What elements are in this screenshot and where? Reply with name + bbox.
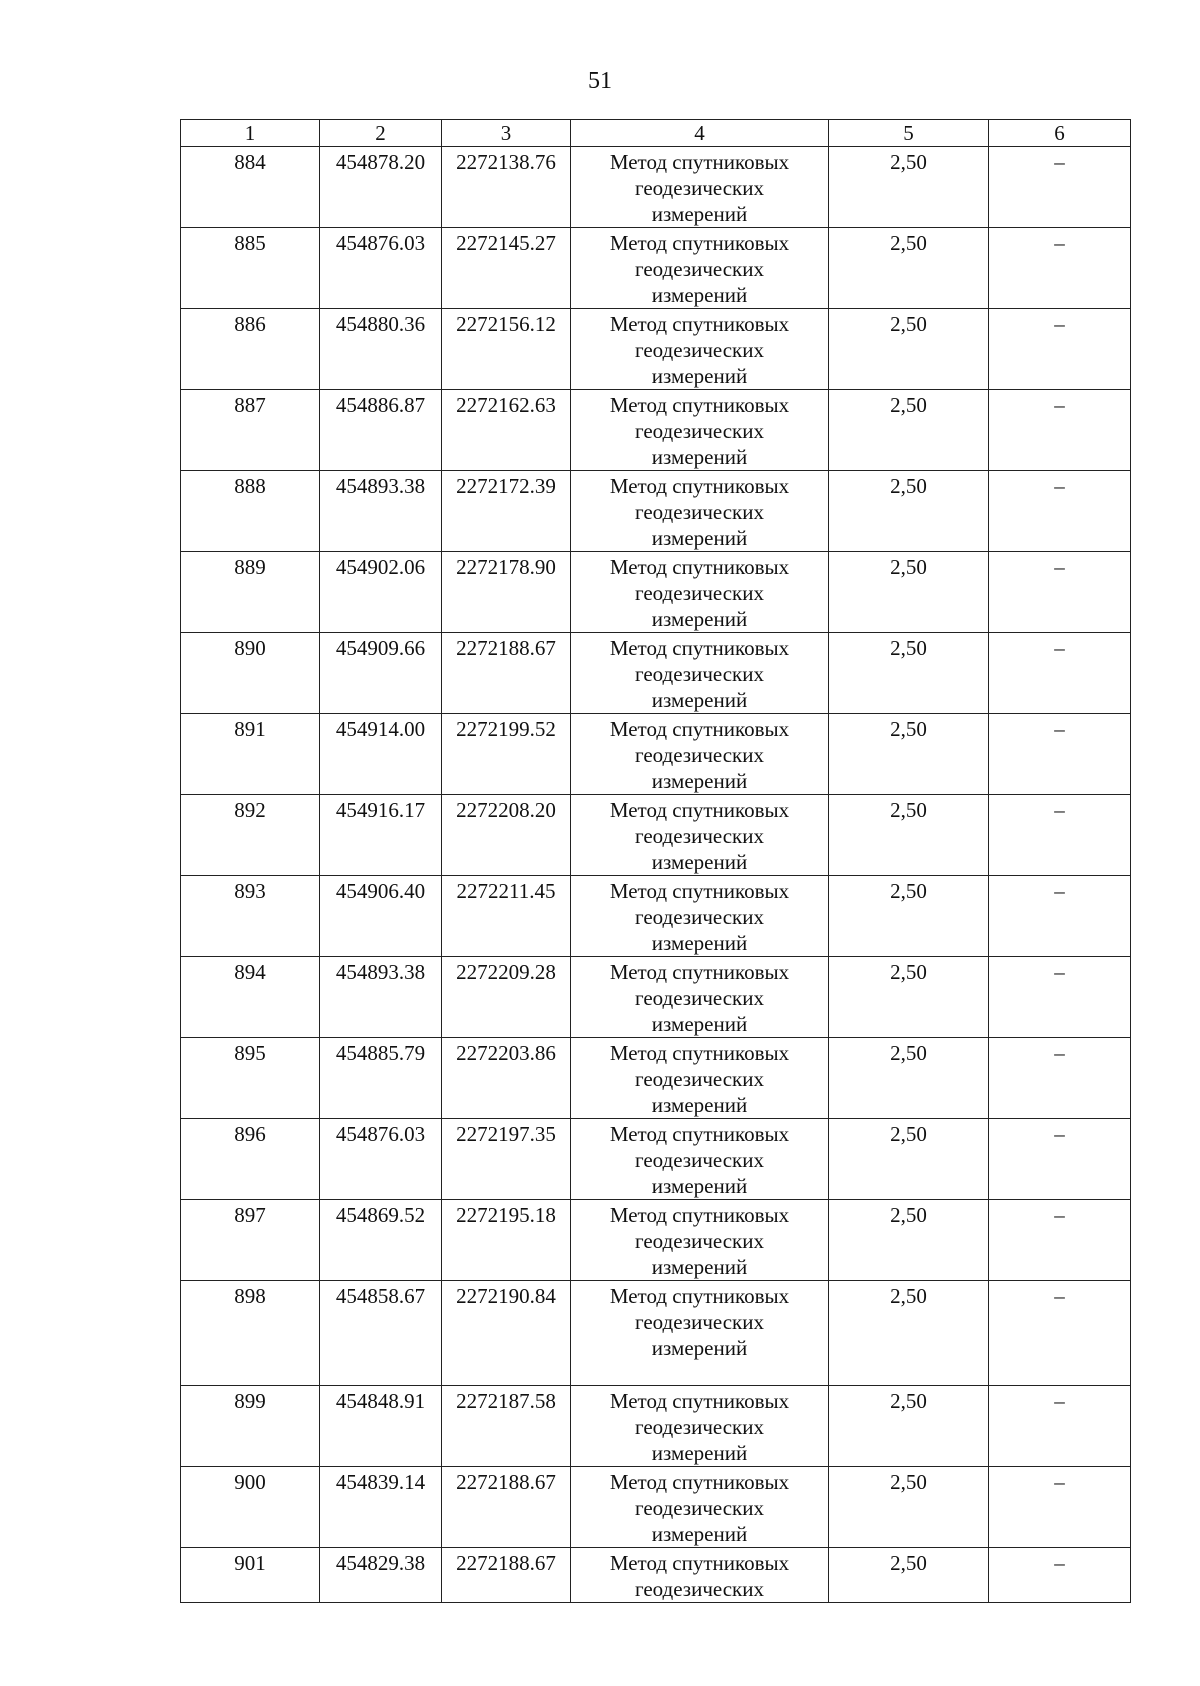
method-line: геодезических (634, 905, 764, 929)
method-line: Метод спутниковых (609, 1551, 790, 1575)
accuracy-cell: 2,50 (829, 1281, 989, 1386)
method-line: геодезических (634, 1148, 764, 1172)
method-line: измерений (651, 1174, 748, 1198)
note-cell: – (989, 228, 1131, 309)
method-line: геодезических (634, 1067, 764, 1091)
y-coordinate-cell: 2272156.12 (442, 309, 571, 390)
method-line: геодезических (634, 743, 764, 767)
method-line: измерений (651, 364, 748, 388)
method-cell (571, 714, 829, 795)
method-line: измерений (651, 526, 748, 550)
note-cell: – (989, 795, 1131, 876)
point-number-cell: 899 (181, 1386, 320, 1467)
method-line: измерений (651, 850, 748, 874)
table-row (181, 471, 1131, 552)
accuracy-cell: 2,50 (829, 1038, 989, 1119)
y-coordinate-cell: 2272209.28 (442, 957, 571, 1038)
point-number-cell: 889 (181, 552, 320, 633)
point-number-cell: 901 (181, 1548, 320, 1603)
y-coordinate-cell: 2272190.84 (442, 1281, 571, 1386)
y-coordinate-cell: 2272199.52 (442, 714, 571, 795)
y-coordinate-cell: 2272172.39 (442, 471, 571, 552)
method-line: измерений (651, 688, 748, 712)
method-line: геодезических (634, 1496, 764, 1520)
point-number-cell: 893 (181, 876, 320, 957)
method-line: геодезических (634, 1310, 764, 1334)
x-coordinate-cell: 454848.91 (320, 1386, 442, 1467)
y-coordinate-cell: 2272187.58 (442, 1386, 571, 1467)
point-number-cell: 898 (181, 1281, 320, 1386)
table-row (181, 714, 1131, 795)
y-coordinate-cell: 2272188.67 (442, 1548, 571, 1603)
x-coordinate-cell: 454914.00 (320, 714, 442, 795)
note-cell: – (989, 957, 1131, 1038)
method-line: геодезических (634, 1415, 764, 1439)
accuracy-cell: 2,50 (829, 228, 989, 309)
table-row (181, 876, 1131, 957)
table-row (181, 957, 1131, 1038)
y-coordinate-cell: 2272178.90 (442, 552, 571, 633)
method-line: Метод спутниковых (609, 312, 790, 336)
point-number-cell: 896 (181, 1119, 320, 1200)
x-coordinate-cell: 454869.52 (320, 1200, 442, 1281)
point-number-cell: 891 (181, 714, 320, 795)
method-line: измерений (651, 1255, 748, 1279)
x-coordinate-cell: 454893.38 (320, 957, 442, 1038)
accuracy-cell: 2,50 (829, 1548, 989, 1603)
table-row (181, 795, 1131, 876)
y-coordinate-cell: 2272197.35 (442, 1119, 571, 1200)
accuracy-cell: 2,50 (829, 1119, 989, 1200)
method-line: Метод спутниковых (609, 555, 790, 579)
method-line: Метод спутниковых (609, 1203, 790, 1227)
note-cell: – (989, 1038, 1131, 1119)
y-coordinate-cell: 2272203.86 (442, 1038, 571, 1119)
point-number-cell: 895 (181, 1038, 320, 1119)
method-line: геодезических (634, 824, 764, 848)
table-row (181, 228, 1131, 309)
method-line: Метод спутниковых (609, 1284, 790, 1308)
x-coordinate-cell: 454886.87 (320, 390, 442, 471)
method-cell (571, 147, 829, 228)
note-cell: – (989, 1119, 1131, 1200)
method-line: геодезических (634, 500, 764, 524)
point-number-cell: 897 (181, 1200, 320, 1281)
x-coordinate-cell: 454880.36 (320, 309, 442, 390)
accuracy-cell: 2,50 (829, 633, 989, 714)
method-cell (571, 876, 829, 957)
point-number-cell: 888 (181, 471, 320, 552)
point-number-cell: 894 (181, 957, 320, 1038)
point-number-cell: 886 (181, 309, 320, 390)
accuracy-cell: 2,50 (829, 390, 989, 471)
y-coordinate-cell: 2272208.20 (442, 795, 571, 876)
y-coordinate-cell: 2272138.76 (442, 147, 571, 228)
accuracy-cell: 2,50 (829, 147, 989, 228)
y-coordinate-cell: 2272195.18 (442, 1200, 571, 1281)
method-line: измерений (651, 445, 748, 469)
accuracy-cell: 2,50 (829, 1386, 989, 1467)
method-cell (571, 795, 829, 876)
note-cell: – (989, 390, 1131, 471)
y-coordinate-cell: 2272145.27 (442, 228, 571, 309)
header-cell: 3 (442, 120, 571, 147)
method-cell (571, 1119, 829, 1200)
x-coordinate-cell: 454885.79 (320, 1038, 442, 1119)
note-cell: – (989, 876, 1131, 957)
method-line: измерений (651, 1441, 748, 1465)
note-cell: – (989, 147, 1131, 228)
x-coordinate-cell: 454876.03 (320, 1119, 442, 1200)
point-number-cell: 900 (181, 1467, 320, 1548)
point-number-cell: 892 (181, 795, 320, 876)
x-coordinate-cell: 454878.20 (320, 147, 442, 228)
header-cell: 6 (989, 120, 1131, 147)
table-row (181, 1548, 1131, 1603)
note-cell: – (989, 552, 1131, 633)
point-number-cell: 884 (181, 147, 320, 228)
accuracy-cell: 2,50 (829, 795, 989, 876)
method-cell (571, 228, 829, 309)
method-cell (571, 1386, 829, 1467)
method-cell (571, 390, 829, 471)
header-cell: 4 (571, 120, 829, 147)
method-line: геодезических (634, 1229, 764, 1253)
note-cell: – (989, 1467, 1131, 1548)
method-cell (571, 552, 829, 633)
method-line: измерений (651, 1093, 748, 1117)
method-line: геодезических (634, 662, 764, 686)
method-line: геодезических (634, 581, 764, 605)
note-cell: – (989, 1200, 1131, 1281)
table-row (181, 552, 1131, 633)
note-cell: – (989, 714, 1131, 795)
page-number: 51 (588, 68, 612, 94)
x-coordinate-cell: 454909.66 (320, 633, 442, 714)
method-line: геодезических (634, 338, 764, 362)
y-coordinate-cell: 2272162.63 (442, 390, 571, 471)
accuracy-cell: 2,50 (829, 309, 989, 390)
method-line: Метод спутниковых (609, 393, 790, 417)
method-line: измерений (651, 607, 748, 631)
method-line: геодезических (634, 419, 764, 443)
accuracy-cell: 2,50 (829, 471, 989, 552)
method-line: измерений (651, 283, 748, 307)
x-coordinate-cell: 454893.38 (320, 471, 442, 552)
method-line: измерений (651, 1012, 748, 1036)
y-coordinate-cell: 2272211.45 (442, 876, 571, 957)
method-cell (571, 471, 829, 552)
method-line: измерений (651, 769, 748, 793)
method-cell (571, 1281, 829, 1386)
x-coordinate-cell: 454916.17 (320, 795, 442, 876)
method-line: Метод спутниковых (609, 1041, 790, 1065)
table-row (181, 1386, 1131, 1467)
point-number-cell: 885 (181, 228, 320, 309)
method-line: геодезических (634, 1577, 764, 1601)
table-row (181, 1281, 1131, 1386)
note-cell: – (989, 309, 1131, 390)
x-coordinate-cell: 454858.67 (320, 1281, 442, 1386)
x-coordinate-cell: 454902.06 (320, 552, 442, 633)
method-line: измерений (651, 1336, 748, 1360)
table-row (181, 390, 1131, 471)
method-line: Метод спутниковых (609, 960, 790, 984)
method-cell (571, 633, 829, 714)
method-line: Метод спутниковых (609, 1122, 790, 1146)
table-row (181, 1467, 1131, 1548)
method-line: Метод спутниковых (609, 231, 790, 255)
method-line: Метод спутниковых (609, 879, 790, 903)
method-line: Метод спутниковых (609, 1470, 790, 1494)
method-line: измерений (651, 931, 748, 955)
y-coordinate-cell: 2272188.67 (442, 633, 571, 714)
note-cell: – (989, 1281, 1131, 1386)
note-cell: – (989, 1548, 1131, 1603)
coordinates-table (180, 119, 1131, 1603)
method-cell (571, 1038, 829, 1119)
x-coordinate-cell: 454906.40 (320, 876, 442, 957)
header-cell: 2 (320, 120, 442, 147)
accuracy-cell: 2,50 (829, 1200, 989, 1281)
method-line: геодезических (634, 176, 764, 200)
table-row (181, 1200, 1131, 1281)
accuracy-cell: 2,50 (829, 1467, 989, 1548)
method-line: геодезических (634, 986, 764, 1010)
table-row (181, 1119, 1131, 1200)
method-line: Метод спутниковых (609, 474, 790, 498)
accuracy-cell: 2,50 (829, 876, 989, 957)
header-cell: 5 (829, 120, 989, 147)
method-cell (571, 309, 829, 390)
accuracy-cell: 2,50 (829, 552, 989, 633)
method-cell (571, 1467, 829, 1548)
method-line: Метод спутниковых (609, 1389, 790, 1413)
method-line: геодезических (634, 257, 764, 281)
method-cell (571, 957, 829, 1038)
accuracy-cell: 2,50 (829, 957, 989, 1038)
note-cell: – (989, 633, 1131, 714)
method-line: измерений (651, 1522, 748, 1546)
point-number-cell: 887 (181, 390, 320, 471)
point-number-cell: 890 (181, 633, 320, 714)
note-cell: – (989, 471, 1131, 552)
accuracy-cell: 2,50 (829, 714, 989, 795)
note-cell: – (989, 1386, 1131, 1467)
table-row (181, 633, 1131, 714)
table-row (181, 147, 1131, 228)
method-line: Метод спутниковых (609, 150, 790, 174)
method-line: Метод спутниковых (609, 636, 790, 660)
x-coordinate-cell: 454829.38 (320, 1548, 442, 1603)
method-line: измерений (651, 202, 748, 226)
y-coordinate-cell: 2272188.67 (442, 1467, 571, 1548)
table-header-row (181, 120, 1131, 147)
method-cell (571, 1200, 829, 1281)
method-cell (571, 1548, 829, 1603)
x-coordinate-cell: 454839.14 (320, 1467, 442, 1548)
table-row (181, 1038, 1131, 1119)
method-line: Метод спутниковых (609, 717, 790, 741)
header-cell: 1 (181, 120, 320, 147)
x-coordinate-cell: 454876.03 (320, 228, 442, 309)
method-line: Метод спутниковых (609, 798, 790, 822)
table-row (181, 309, 1131, 390)
